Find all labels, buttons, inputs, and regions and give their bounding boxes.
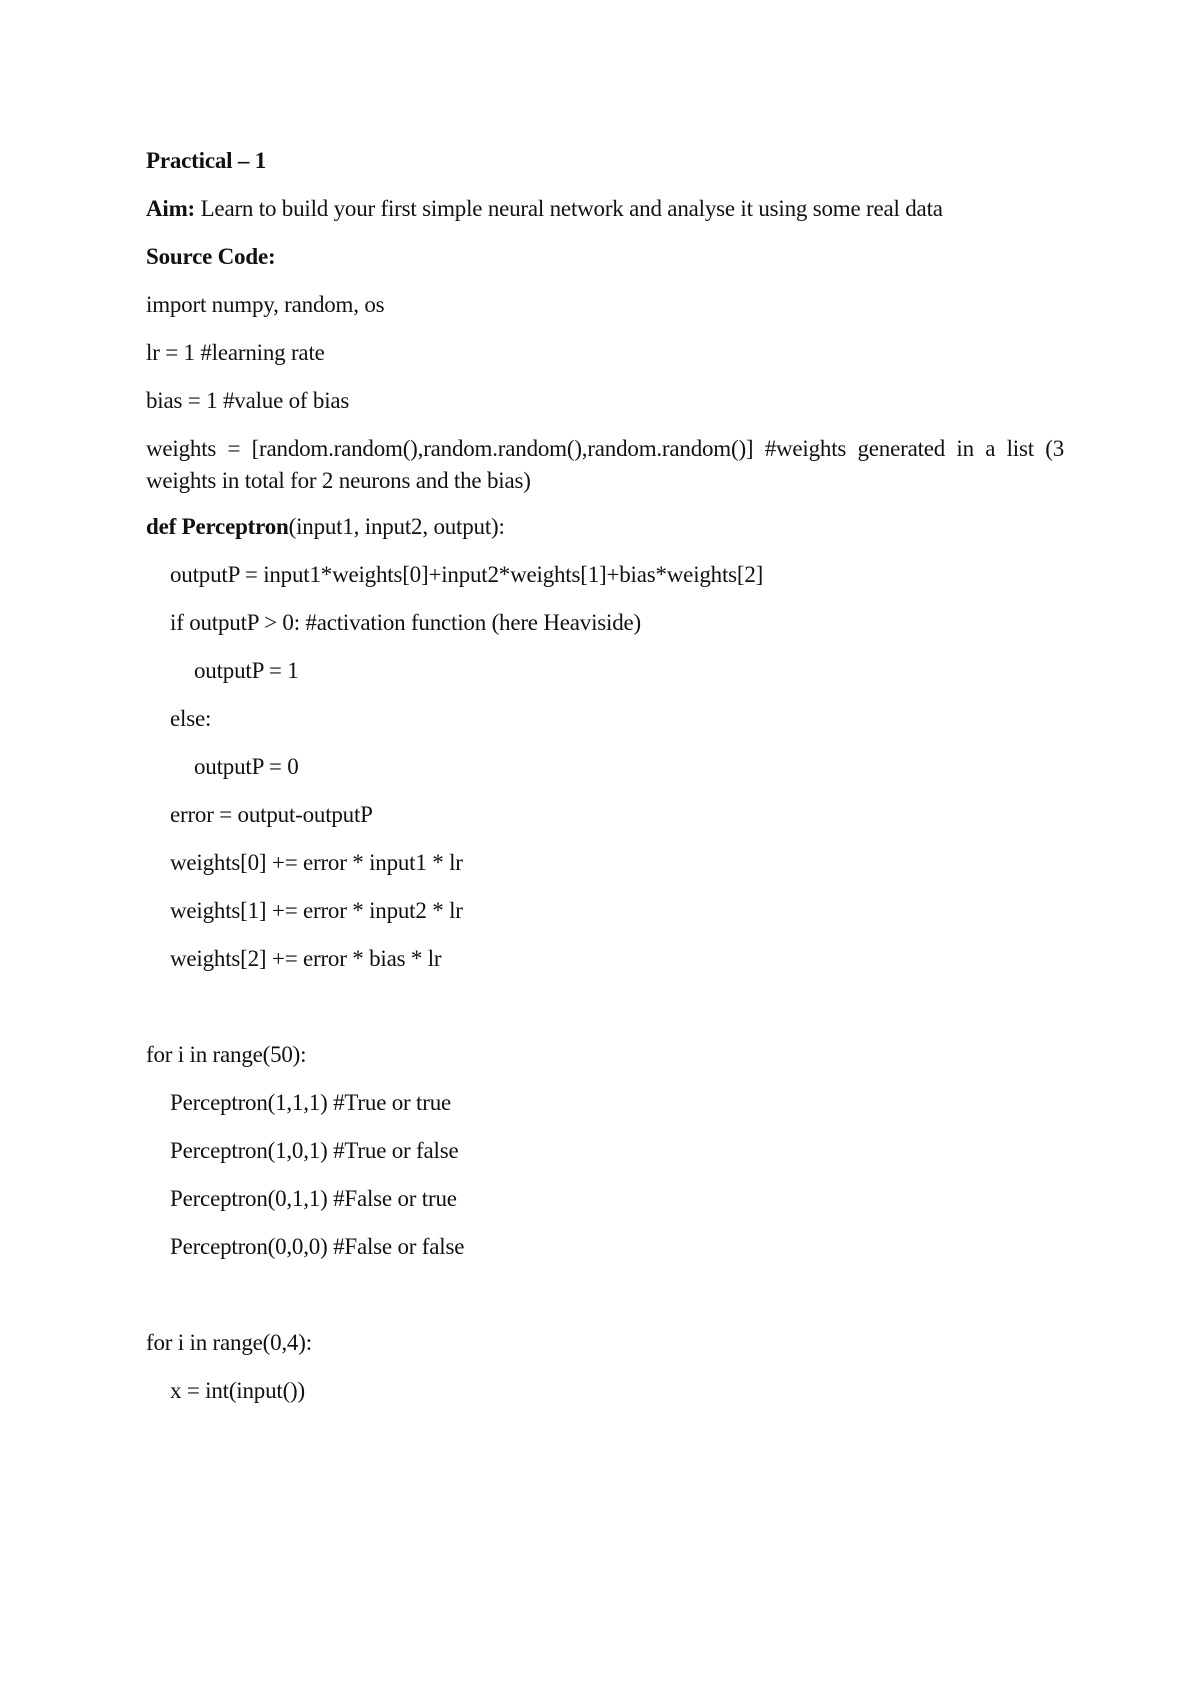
code-weights1-line: weights[1] += error * input2 * lr (170, 898, 463, 923)
source-code-label: Source Code: (146, 244, 276, 269)
code-for-test-line: for i in range(0,4): (146, 1330, 312, 1355)
code-outputp-1-line: outputP = 1 (194, 658, 299, 683)
code-perceptron-111-line: Perceptron(1,1,1) #True or true (170, 1090, 452, 1115)
code-weights0-line: weights[0] += error * input1 * lr (170, 850, 463, 875)
code-bias-line: bias = 1 #value of bias (146, 388, 350, 413)
code-import-line: import numpy, random, os (146, 292, 385, 317)
aim-text: Learn to build your first simple neural network and analyse it using some real data (195, 196, 943, 221)
function-args: (input1, input2, output): (288, 514, 505, 539)
code-else-line: else: (170, 706, 212, 731)
code-input-line: x = int(input()) (170, 1378, 305, 1403)
code-def-line (146, 512, 505, 542)
code-weights-line: weights = [random.random(),random.random(),random.random()] #weights generated in a list (3 weights in total for 2 neurons and the bias) (146, 436, 1064, 493)
code-lr-line: lr = 1 #learning rate (146, 340, 325, 365)
code-error-line: error = output-outputP (170, 802, 373, 827)
code-for-train-line: for i in range(50): (146, 1042, 307, 1067)
aim-line (146, 194, 943, 224)
code-weights2-line: weights[2] += error * bias * lr (170, 946, 442, 971)
code-perceptron-011-line: Perceptron(0,1,1) #False or true (170, 1186, 457, 1211)
practical-title: Practical – 1 (146, 148, 267, 173)
code-perceptron-000-line: Perceptron(0,0,0) #False or false (170, 1234, 465, 1259)
def-keyword: def (146, 514, 182, 539)
aim-label: Aim: (146, 196, 196, 221)
code-outputp-0-line: outputP = 0 (194, 754, 299, 779)
function-name: Perceptron (181, 514, 289, 539)
code-outputp-line: outputP = input1*weights[0]+input2*weights[1]+bias*weights[2] (170, 562, 764, 587)
code-perceptron-101-line: Perceptron(1,0,1) #True or false (170, 1138, 459, 1163)
code-if-line: if outputP > 0: #activation function (here Heaviside) (170, 610, 641, 635)
